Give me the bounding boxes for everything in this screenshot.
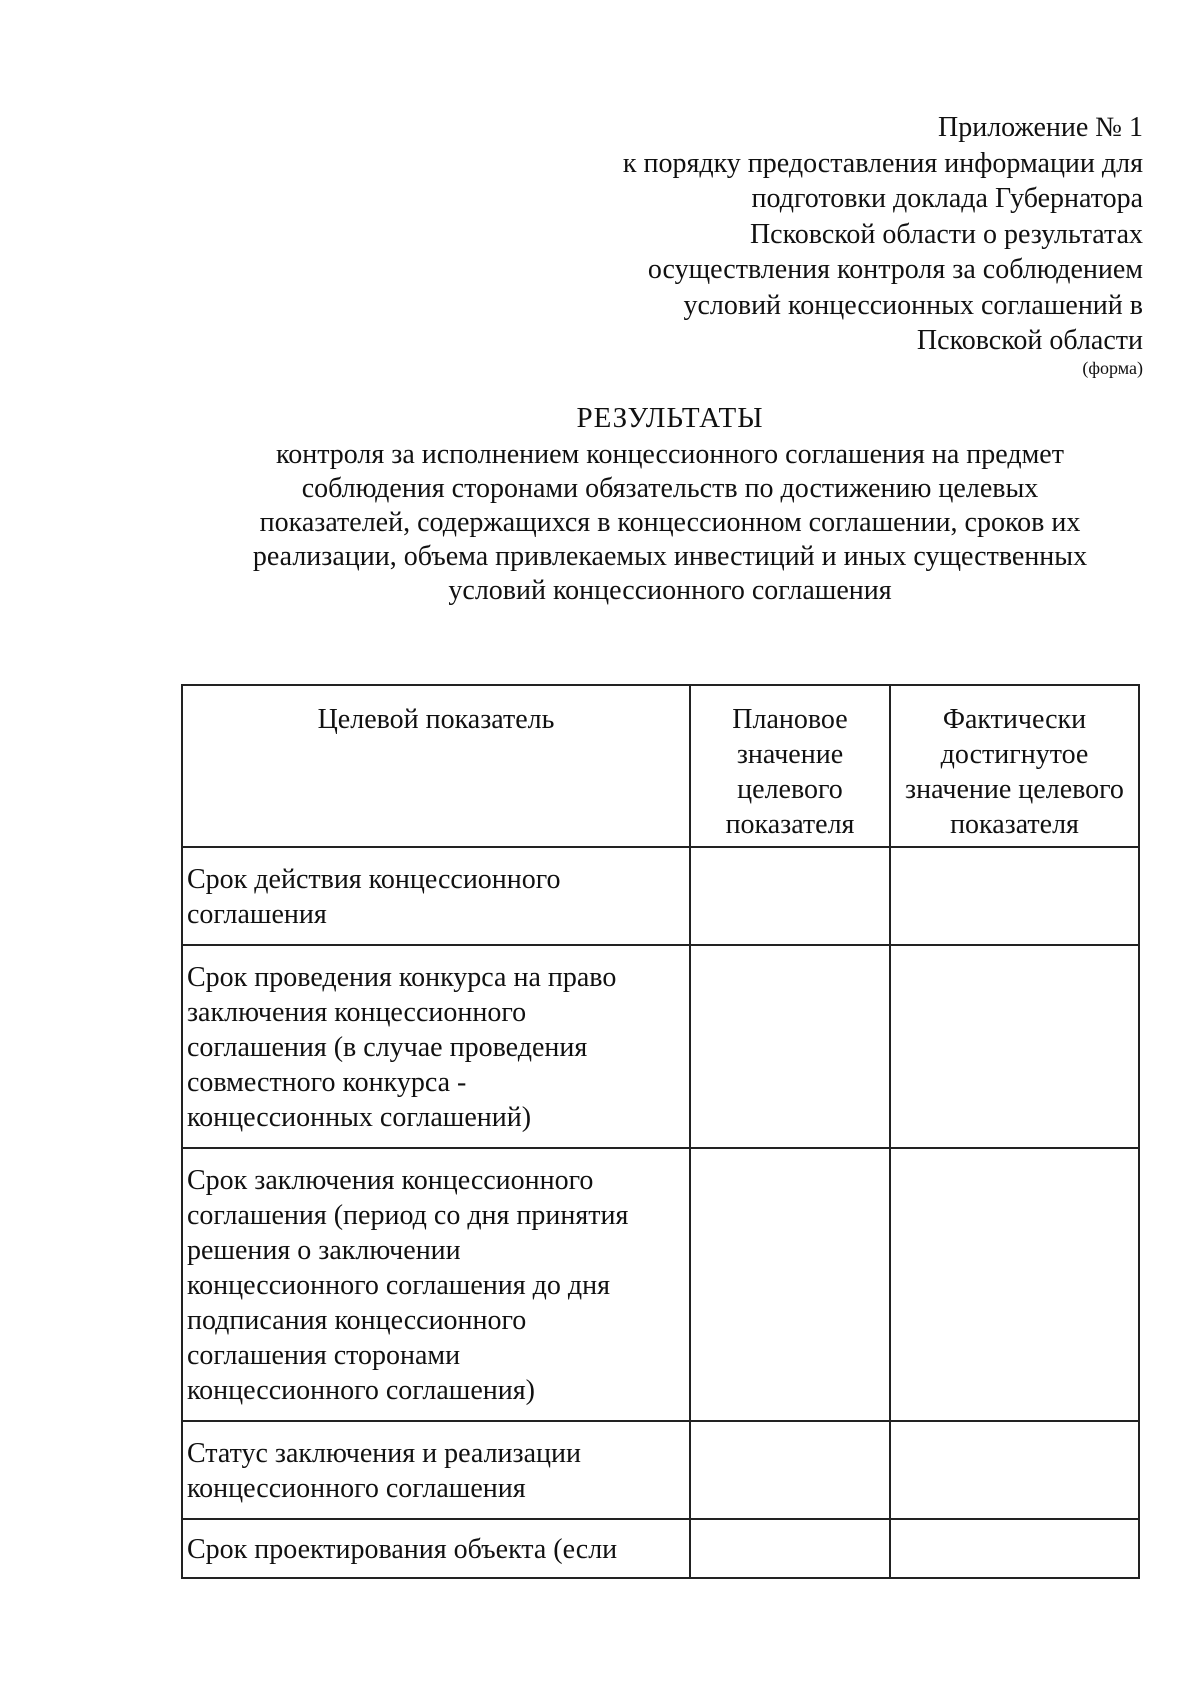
header-line: целевого bbox=[737, 774, 843, 805]
heading-line: соблюдения сторонами обязательств по достижению целевых bbox=[301, 473, 1039, 504]
form-note: (форма) bbox=[1082, 357, 1143, 378]
target-indicators-table bbox=[181, 684, 1140, 1579]
table-row bbox=[182, 1148, 1139, 1421]
heading-line: условий концессионного соглашения bbox=[448, 575, 892, 606]
document-title: РЕЗУЛЬТАТЫ bbox=[576, 402, 764, 434]
actual-value-cell bbox=[890, 945, 1139, 1148]
appendix-line: Псковской области о результатах bbox=[749, 218, 1143, 250]
appendix-line: условий концессионных соглашений в bbox=[683, 289, 1143, 321]
actual-value-cell bbox=[890, 1148, 1139, 1421]
document-heading bbox=[150, 398, 1190, 608]
actual-value-cell bbox=[890, 1421, 1139, 1519]
indicator-line: соглашения сторонами bbox=[187, 1340, 461, 1371]
indicator-line: концессионного соглашения bbox=[187, 1473, 526, 1504]
indicator-cell bbox=[182, 847, 690, 945]
indicator-line: подписания концессионного bbox=[187, 1305, 527, 1336]
header-indicator bbox=[182, 685, 690, 847]
header-line: Плановое bbox=[732, 704, 848, 735]
indicator-line: концессионного соглашения до дня bbox=[187, 1270, 610, 1301]
indicator-cell bbox=[182, 1421, 690, 1519]
indicator-line: решения о заключении bbox=[187, 1235, 461, 1266]
table-row bbox=[182, 1421, 1139, 1519]
table-row bbox=[182, 1519, 1139, 1578]
header-line: значение целевого bbox=[905, 774, 1124, 805]
header-actual-value bbox=[890, 685, 1139, 847]
header-line: Целевой показатель bbox=[317, 704, 555, 735]
indicator-line: Срок действия концессионного bbox=[187, 864, 561, 895]
planned-value-cell bbox=[690, 945, 890, 1148]
actual-value-cell bbox=[890, 1519, 1139, 1578]
indicator-cell bbox=[182, 1148, 690, 1421]
indicator-line: Срок заключения концессионного bbox=[187, 1165, 594, 1196]
table-header-row bbox=[182, 685, 1139, 847]
indicator-line: Статус заключения и реализации bbox=[187, 1438, 581, 1469]
indicator-line: заключения концессионного bbox=[187, 997, 527, 1028]
heading-line: реализации, объема привлекаемых инвестиций и иных существенных bbox=[252, 541, 1088, 572]
indicator-line: совместного конкурса - bbox=[187, 1067, 467, 1098]
appendix-line: осуществления контроля за соблюдением bbox=[647, 254, 1143, 285]
indicator-line: соглашения bbox=[187, 899, 327, 930]
indicator-cell bbox=[182, 945, 690, 1148]
heading-line: контроля за исполнением концессионного соглашения на предмет bbox=[276, 439, 1064, 470]
table-row bbox=[182, 847, 1139, 945]
indicator-line: соглашения (в случае проведения bbox=[187, 1032, 588, 1063]
appendix-line: Псковской области bbox=[916, 325, 1143, 356]
planned-value-cell bbox=[690, 1421, 890, 1519]
planned-value-cell bbox=[690, 1148, 890, 1421]
header-line: показателя bbox=[725, 809, 855, 840]
appendix-line: Приложение № 1 bbox=[938, 112, 1143, 143]
indicator-cell bbox=[182, 1519, 690, 1578]
planned-value-cell bbox=[690, 1519, 890, 1578]
header-line: достигнутое bbox=[940, 739, 1089, 770]
header-line: показателя bbox=[950, 809, 1079, 840]
indicator-line: концессионного соглашения) bbox=[187, 1375, 535, 1406]
actual-value-cell bbox=[890, 847, 1139, 945]
indicator-line: Срок проведения конкурса на право bbox=[187, 962, 617, 993]
appendix-line: подготовки доклада Губернатора bbox=[751, 183, 1143, 214]
header-planned-value bbox=[690, 685, 890, 847]
indicator-line: концессионных соглашений) bbox=[187, 1102, 532, 1133]
header-line: Фактически bbox=[942, 704, 1087, 735]
appendix-block bbox=[560, 110, 1143, 379]
indicator-line: соглашения (период со дня принятия bbox=[187, 1200, 629, 1231]
indicator-line: Срок проектирования объекта (если bbox=[187, 1534, 618, 1565]
header-line: значение bbox=[736, 739, 844, 770]
appendix-line: к порядку предоставления информации для bbox=[622, 147, 1143, 179]
heading-line: показателей, содержащихся в концессионном соглашении, сроков их bbox=[259, 507, 1081, 538]
planned-value-cell bbox=[690, 847, 890, 945]
table-row bbox=[182, 945, 1139, 1148]
